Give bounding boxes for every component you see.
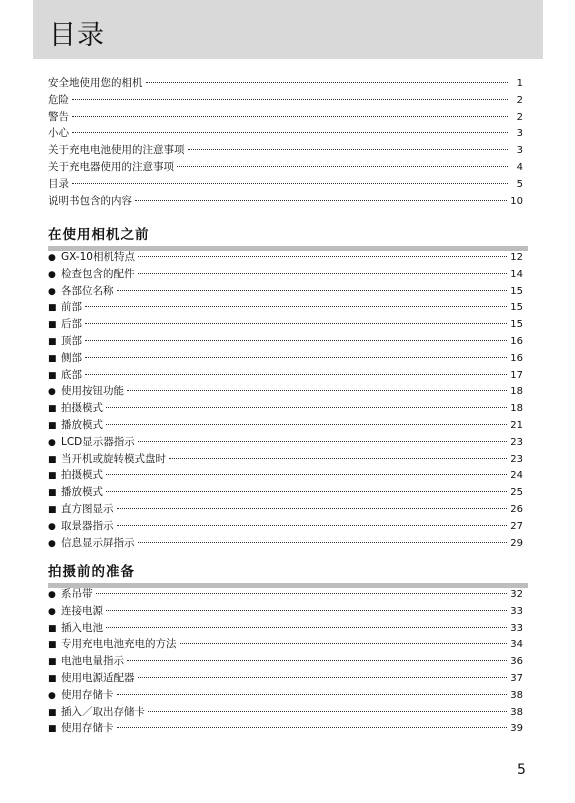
dot-leader: [72, 132, 508, 133]
bullet-square-icon: ■: [48, 707, 57, 718]
bullet-circle-icon: ●: [48, 269, 56, 280]
toc-entry[interactable]: [48, 333, 523, 350]
toc-entry-label: 侧部: [61, 351, 82, 364]
toc-entry-page: 38: [510, 689, 523, 701]
dot-leader: [117, 727, 508, 728]
toc-entry-label: 专用充电电池充电的方法: [61, 638, 177, 651]
bullet-square-icon: ■: [48, 303, 57, 314]
toc-entry-page: 38: [510, 706, 523, 718]
toc-entry-page: 36: [510, 656, 523, 668]
dot-leader: [85, 340, 507, 341]
toc-entry[interactable]: [48, 92, 523, 109]
bullet-circle-icon: ●: [48, 387, 56, 398]
toc-entry-label: 关于充电器使用的注意事项: [48, 160, 174, 173]
toc-entry-label: 说明书包含的内容: [48, 194, 132, 207]
toc-entry[interactable]: [48, 670, 523, 687]
dot-leader: [85, 306, 507, 307]
toc-entry-page: 15: [510, 302, 523, 314]
toc-entry-label: LCD显示器指示: [61, 435, 135, 448]
toc-entry-label: GX-10相机特点: [61, 251, 135, 263]
toc-entry-page: 2: [516, 111, 523, 123]
bullet-square-icon: ■: [48, 673, 57, 684]
bullet-circle-icon: ●: [48, 538, 56, 549]
toc-entry[interactable]: [48, 417, 523, 434]
toc-entry-page: 33: [510, 622, 523, 634]
toc-entry-label: 前部: [61, 301, 82, 314]
bullet-square-icon: ■: [48, 657, 57, 668]
section-heading-shooting-prep: [48, 563, 528, 588]
toc-entry-page: 14: [510, 268, 523, 280]
dot-leader: [188, 149, 509, 150]
toc-entry-page: 16: [510, 352, 523, 364]
toc-entry-label: 使用存储卡: [61, 722, 114, 735]
toc-entry[interactable]: [48, 451, 523, 468]
page-number: 5: [517, 762, 526, 778]
section-title: 在使用相机之前: [48, 227, 150, 243]
toc-entry[interactable]: [48, 142, 523, 159]
bullet-square-icon: ■: [48, 640, 57, 651]
toc-entry[interactable]: [48, 193, 523, 210]
toc-entry-page: 34: [510, 639, 523, 651]
toc-entry-label: 使用按钮功能: [61, 385, 124, 398]
dot-leader: [96, 593, 508, 594]
toc-entry[interactable]: [48, 159, 523, 176]
bullet-square-icon: ■: [48, 471, 57, 482]
toc-entry-label: 危险: [48, 93, 69, 106]
toc-entry-label: 取景器指示: [61, 519, 114, 532]
dot-leader: [138, 256, 507, 257]
toc-entry[interactable]: [48, 484, 523, 501]
dot-leader: [72, 183, 508, 184]
dot-leader: [138, 441, 507, 442]
bullet-square-icon: ■: [48, 370, 57, 381]
bullet-square-icon: ■: [48, 404, 57, 415]
toc-entry-page: 5: [516, 178, 523, 190]
toc-entry-page: 3: [516, 145, 523, 157]
toc-entry-label: 系吊带: [61, 588, 93, 600]
toc-entry[interactable]: [48, 467, 523, 484]
dot-leader: [117, 508, 508, 509]
bullet-circle-icon: ●: [48, 521, 56, 532]
bullet-square-icon: ■: [48, 454, 57, 465]
toc-entry-label: 警告: [48, 110, 69, 123]
toc-entry-label: 拍摄模式: [61, 469, 103, 482]
section-title: 拍摄前的准备: [48, 564, 135, 580]
bullet-circle-icon: ●: [48, 590, 56, 600]
toc-entry-page: 39: [510, 723, 523, 735]
toc-entry-page: 15: [510, 285, 523, 297]
toc-entry-page: 18: [510, 403, 523, 415]
toc-entry[interactable]: [48, 603, 523, 620]
dot-leader: [85, 357, 507, 358]
page-title: 目录: [49, 20, 105, 51]
toc-entry-label: 检查包含的配件: [61, 267, 135, 280]
toc-entry-label: 后部: [61, 318, 82, 331]
toc-entry-label: 各部位名称: [61, 284, 114, 297]
dot-leader: [106, 407, 507, 408]
toc-entry[interactable]: [48, 266, 523, 283]
toc-entry-label: 播放模式: [61, 486, 103, 499]
bullet-square-icon: ■: [48, 336, 57, 347]
toc-entry[interactable]: [48, 636, 523, 653]
toc-entry[interactable]: [48, 283, 523, 300]
toc-entry-label: 插入／取出存储卡: [61, 705, 145, 718]
toc-entry-page: 27: [510, 520, 523, 532]
toc-general-list: [48, 75, 523, 209]
bullet-circle-icon: ●: [48, 286, 56, 297]
toc-entry[interactable]: [48, 316, 523, 333]
toc-entry-page: 16: [510, 335, 523, 347]
bullet-square-icon: ■: [48, 488, 57, 499]
dot-leader: [177, 166, 508, 167]
toc-entry-page: 23: [510, 436, 523, 448]
dot-leader: [135, 200, 507, 201]
toc-entry-page: 4: [516, 161, 523, 173]
bullet-square-icon: ■: [48, 504, 57, 515]
toc-entry-label: 底部: [61, 368, 82, 381]
toc-entry[interactable]: [48, 720, 523, 737]
toc-entry-page: 18: [510, 386, 523, 398]
toc-entry-label: 安全地使用您的相机: [48, 77, 143, 89]
toc-entry[interactable]: [48, 176, 523, 193]
dot-leader: [148, 711, 507, 712]
toc-entry-label: 小心: [48, 127, 69, 140]
toc-entry-page: 23: [510, 453, 523, 465]
toc-entry[interactable]: [48, 620, 523, 637]
toc-entry-page: 3: [516, 128, 523, 140]
dot-leader: [117, 525, 508, 526]
toc-entry-label: 使用电源适配器: [61, 671, 135, 684]
toc-entry-label: 目录: [48, 177, 69, 190]
page-header: [33, 0, 543, 59]
toc-entry-page: 37: [510, 672, 523, 684]
toc-entry-page: 26: [510, 503, 523, 515]
toc-entry[interactable]: [48, 75, 523, 92]
bullet-square-icon: ■: [48, 724, 57, 735]
toc-entry[interactable]: [48, 501, 523, 518]
dot-leader: [138, 677, 508, 678]
toc-entry[interactable]: [48, 704, 523, 721]
dot-leader: [117, 694, 508, 695]
toc-entry-label: 使用存储卡: [61, 688, 114, 701]
toc-entry[interactable]: [48, 350, 523, 367]
toc-shooting-prep-list: [48, 586, 523, 737]
toc-entry[interactable]: [48, 518, 523, 535]
toc-entry[interactable]: [48, 125, 523, 142]
toc-entry-page: 15: [510, 319, 523, 331]
dot-leader: [106, 627, 507, 628]
toc-entry-page: 21: [510, 419, 523, 431]
toc-entry-label: 直方图显示: [61, 502, 114, 515]
toc-entry-page: 17: [510, 369, 523, 381]
toc-entry-label: 拍摄模式: [61, 402, 103, 415]
dot-leader: [106, 424, 507, 425]
toc-entry-page: 24: [510, 470, 523, 482]
toc-entry-label: 连接电源: [61, 604, 103, 617]
dot-leader: [138, 273, 508, 274]
dot-leader: [85, 323, 507, 324]
toc-entry-page: 32: [510, 589, 523, 600]
toc-entry-label: 电池电量指示: [61, 655, 124, 668]
toc-entry[interactable]: [48, 653, 523, 670]
toc-entry-label: 插入电池: [61, 621, 103, 634]
toc-entry-page: 1: [516, 78, 523, 89]
toc-entry[interactable]: [48, 367, 523, 384]
bullet-square-icon: ■: [48, 353, 57, 364]
bullet-circle-icon: ●: [48, 606, 56, 617]
dot-leader: [146, 82, 509, 83]
bullet-circle-icon: ●: [48, 437, 56, 448]
toc-entry[interactable]: [48, 299, 523, 316]
dot-leader: [72, 99, 508, 100]
toc-entry[interactable]: [48, 109, 523, 126]
bullet-circle-icon: ●: [48, 690, 56, 701]
dot-leader: [117, 290, 508, 291]
dot-leader: [72, 116, 508, 117]
toc-entry[interactable]: [48, 434, 523, 451]
dot-leader: [85, 374, 507, 375]
toc-entry[interactable]: [48, 383, 523, 400]
dot-leader: [180, 643, 508, 644]
toc-entry-label: 当开机或旋转模式盘时: [61, 452, 166, 465]
toc-entry[interactable]: [48, 400, 523, 417]
toc-entry-page: 10: [510, 195, 523, 207]
toc-entry-label: 播放模式: [61, 418, 103, 431]
section-heading-before-use: [48, 226, 528, 251]
toc-entry-label: 顶部: [61, 334, 82, 347]
bullet-square-icon: ■: [48, 320, 57, 331]
toc-entry[interactable]: [48, 687, 523, 704]
toc-entry[interactable]: [48, 249, 523, 266]
dot-leader: [106, 610, 507, 611]
dot-leader: [138, 542, 508, 543]
dot-leader: [106, 474, 507, 475]
toc-entry-page: 33: [510, 605, 523, 617]
dot-leader: [127, 660, 507, 661]
toc-entry-page: 29: [510, 537, 523, 549]
toc-entry-page: 25: [510, 487, 523, 499]
toc-entry-page: 2: [516, 94, 523, 106]
dot-leader: [106, 491, 507, 492]
bullet-square-icon: ■: [48, 623, 57, 634]
bullet-circle-icon: ●: [48, 253, 56, 263]
toc-entry-page: 12: [510, 252, 523, 263]
dot-leader: [127, 390, 507, 391]
toc-entry[interactable]: [48, 535, 523, 552]
dot-leader: [169, 458, 507, 459]
toc-entry[interactable]: [48, 586, 523, 603]
toc-entry-label: 关于充电电池使用的注意事项: [48, 144, 185, 157]
toc-before-use-list: [48, 249, 523, 551]
bullet-square-icon: ■: [48, 420, 57, 431]
toc-entry-label: 信息显示屏指示: [61, 536, 135, 549]
